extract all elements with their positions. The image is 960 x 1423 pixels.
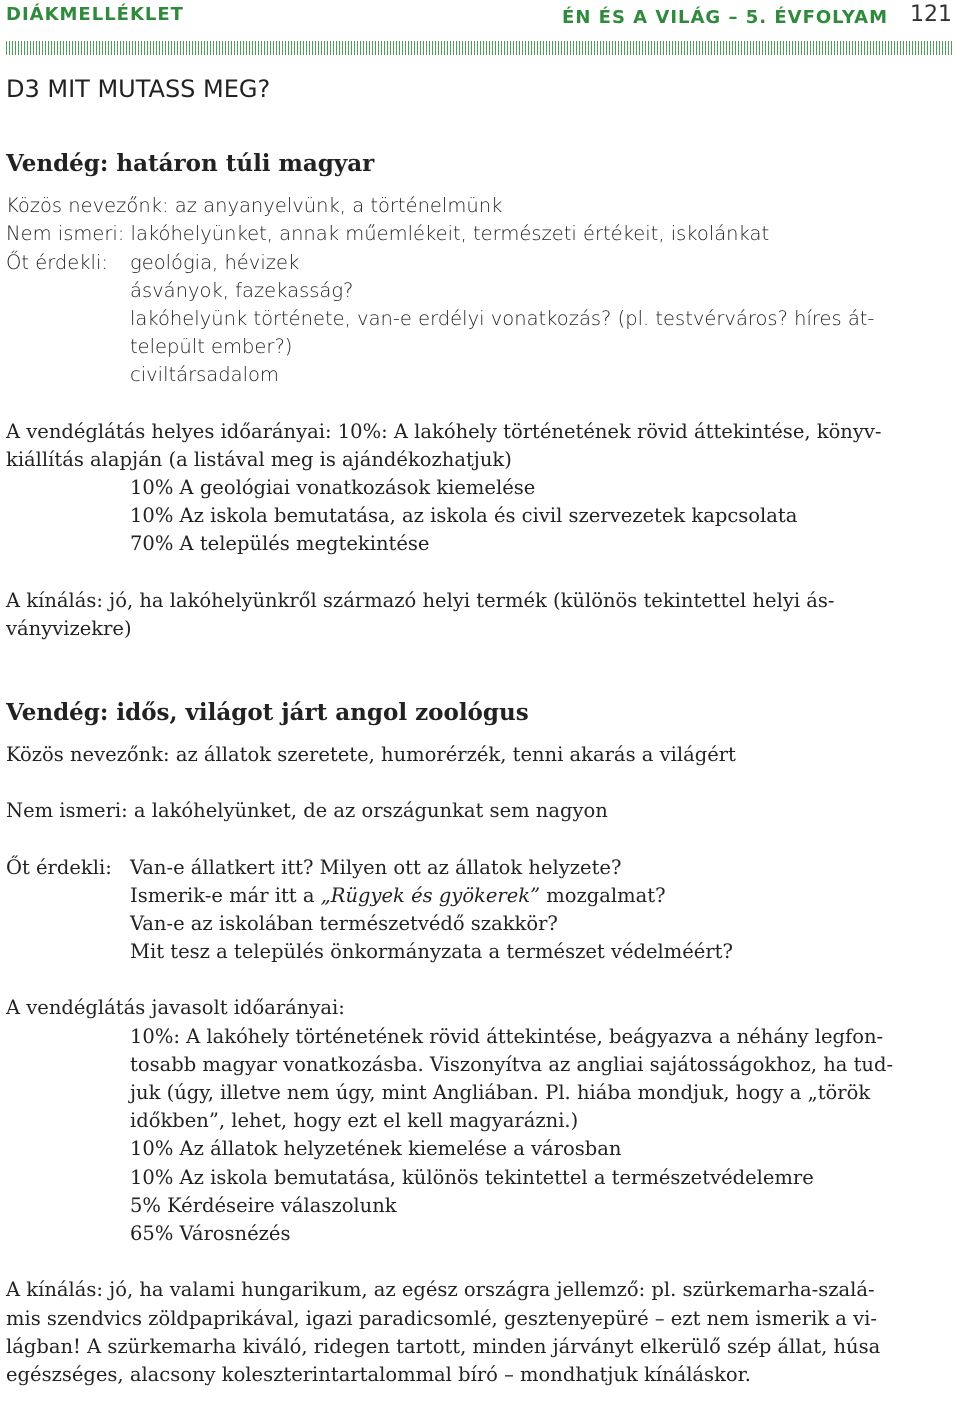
page-header: [6, 2, 952, 32]
guest2-heading: Vendég: idős, világot járt angol zoológus: [6, 699, 529, 727]
guest1-interest-item: geológia, hévizek: [130, 250, 300, 274]
guest1-heading: Vendég: határon túli magyar: [6, 150, 375, 177]
guest1-ratio-item: 70% A település megtekintése: [130, 532, 430, 556]
document-body: [6, 150, 952, 1389]
guest1-unknown: Nem ismeri: lakóhelyünket, annak műemlékeit, természeti értékeit, iskolánkat: [6, 222, 770, 246]
guest1-ratio-item: 10% Az iskola bemutatása, az iskola és civil szervezetek kapcsolata: [130, 504, 798, 528]
guest1-interest-item: civiltársadalom: [130, 363, 279, 387]
guest2-ratio-heading: A vendéglátás javasolt időarányai:: [6, 996, 345, 1020]
guest1-common: Közös nevezőnk: az anyanyelvünk, a történelmünk: [6, 194, 503, 218]
guest1-ratio-intro-cont: kiállítás alapján (a listával meg is ajándékozhatjuk): [6, 447, 512, 471]
guest2-interest-item: [6, 882, 952, 910]
guest2-ratio-item: 65% Városnézés: [130, 1222, 291, 1246]
guest2-interest-text: Ismerik-e már itt a: [130, 883, 321, 907]
guest2-ratio-item: 10% Az állatok helyzetének kiemelése a városban: [130, 1137, 622, 1161]
guest2-interest-item: Mit tesz a település önkormányzata a természet védelméért?: [130, 940, 733, 964]
page-number: 121: [910, 2, 952, 27]
guest2-ratio-item: juk (úgy, illetve nem úgy, mint Angliában. Pl. hiába mondjuk, hogy a „török: [130, 1081, 871, 1105]
guest1-interest-row: [6, 249, 952, 277]
guest1-ratio-intro: A vendéglátás helyes időarányai: 10%: A lakóhely történetének rövid áttekintése, könyv-: [6, 419, 882, 443]
guest2-offer-cont: mis szendvics zöldpaprikával, igazi paradicsomlé, gesztenyepüré – ezt nem ismerik a vi-: [6, 1306, 877, 1330]
guest2-common: Közös nevezőnk: az állatok szeretete, humorérzék, tenni akarás a világért: [6, 743, 736, 767]
guest2-offer-cont: lágban! A szürkemarha kiváló, ridegen tartott, minden járványt elkerülő szép állat, húsa: [6, 1334, 881, 1358]
guest2-ratio-item: időkben”, lehet, hogy ezt el kell magyarázni.): [130, 1109, 579, 1133]
guest2-interest-text: mozgalmat?: [540, 883, 666, 907]
page-title: D3 MIT MUTASS MEG?: [6, 75, 271, 103]
guest2-interest-label: Őt érdekli:: [6, 855, 112, 879]
movement-name: „Rügyek és gyökerek”: [320, 883, 541, 907]
guest2-ratio-item: 5% Kérdéseire válaszolunk: [130, 1193, 397, 1217]
guest2-interest-item: Van-e állatkert itt? Milyen ott az állatok helyzete?: [130, 855, 622, 879]
header-course-title: ÉN ÉS A VILÁG – 5. ÉVFOLYAM: [562, 7, 888, 28]
guest2-ratio-item: 10%: A lakóhely történetének rövid áttekintése, beágyazva a néhány legfon-: [130, 1024, 884, 1048]
header-course-label: [562, 4, 952, 29]
guest2-unknown: Nem ismeri: a lakóhelyünket, de az országunkat sem nagyon: [6, 799, 608, 823]
guest2-ratio-item: 10% Az iskola bemutatása, különös tekintettel a természetvédelemre: [130, 1165, 814, 1189]
guest2-offer: A kínálás: jó, ha valami hungarikum, az egész országra jellemző: pl. szürkemarha-szalá-: [6, 1278, 875, 1302]
guest1-interest-item: ásványok, fazekasság?: [130, 278, 354, 302]
guest2-interest-row: [6, 854, 952, 882]
guest2-offer-cont: egészséges, alacsony koleszterintartalommal bíró – mondhatjuk kínáláskor.: [6, 1362, 751, 1386]
guest1-interest-item: lakóhelyünk története, van-e erdélyi vonatkozás? (pl. testvérváros? híres át-: [130, 307, 875, 331]
guest2-ratio-item: tosabb magyar vonatkozásba. Viszonyítva az angliai sajátosságokhoz, ha tud-: [130, 1052, 894, 1076]
guest1-offer-cont: ványvizekre): [6, 616, 132, 640]
guest1-ratio-item: 10% A geológiai vonatkozások kiemelése: [130, 476, 536, 500]
guest2-interest-item: Van-e az iskolában természetvédő szakkör?: [130, 912, 558, 936]
guest1-interest-label: Őt érdekli:: [6, 250, 108, 274]
header-rule: [6, 41, 952, 55]
guest1-offer: A kínálás: jó, ha lakóhelyünkről származó helyi termék (különös tekintettel helyi ás-: [6, 588, 835, 612]
guest1-interest-item: települt ember?): [130, 335, 293, 359]
guest1-profile: [6, 192, 952, 389]
header-section-label: DIÁKMELLÉKLET: [6, 4, 184, 25]
